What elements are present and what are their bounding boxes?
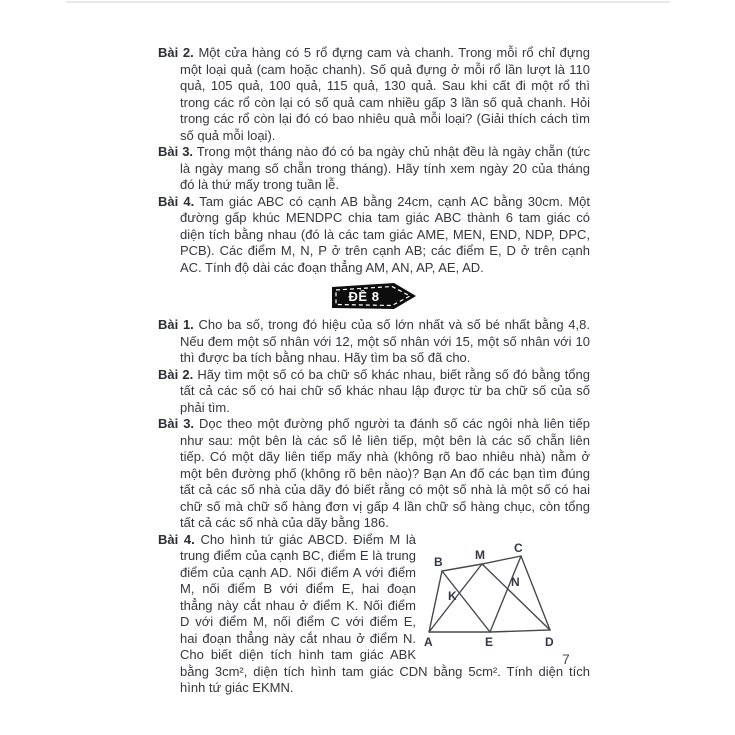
problem-de8-bai-4 — [158, 532, 590, 697]
segment-DM — [482, 564, 550, 630]
vertex-label-N: N — [511, 574, 520, 589]
problem-bai-4 — [158, 194, 590, 277]
vertex-label-E: E — [485, 634, 494, 649]
problem-text: Cho hình tứ giác ABCD. Điểm M là trung điểm của cạnh BC, điểm E là trung điểm của cạnh AD. Nối điểm A với điểm M, nối điểm B với điểm E, hai đoạn thẳng này cắt nhau ở điểm K. Nối điểm D với điểm M, nối điểm C với điểm E, hai đoạn thẳng này cắt nhau ở điểm N. Cho biết diện tích hình tam giác ABK bằng 3cm², diện tích hình tam giác CDN bằng 5cm². Tính diện tích hình tứ giác EKMN. — [180, 531, 590, 695]
problem-text: Dọc theo một đường phố người ta đánh số các ngôi nhà liên tiếp như sau: một bên là các số lẻ liên tiếp, một bên là các số chẵn liên tiếp. Có một dãy liên tiếp mấy nhà (không rõ bao nhiêu nhà) nằm ở một bên đường phố (không rõ bên nào)? Bạn An đố các bạn tìm đúng tất cả các số nhà của dãy đó biết rằng có một số nhà là một số có hai chữ số mà chữ số hàng đơn vị gấp 4 lần chữ số hàng chục, còn tổng tất cả các số nhà của dãy bằng 186. — [180, 416, 590, 530]
vertex-label-M: M — [475, 547, 485, 562]
arrow-banner-icon — [331, 281, 417, 311]
problem-label: Bài 2. — [158, 366, 194, 382]
vertex-label-A: A — [424, 634, 433, 649]
page-content — [158, 45, 590, 697]
vertex-label-C: C — [514, 540, 523, 555]
problem-text: Tam giác ABC có cạnh AB bằng 24cm, cạnh AC bằng 30cm. Một đường gấp khúc MENDPC chia tam giác ABC thành 6 tam giác có diện tích bằng nhau (đó là các tam giác AME, MEN, END, NDP, DPC, PCB). Các điểm M, N, P ở trên cạnh AB; các điểm E, D ở trên cạnh AC. Tính độ dài các đoạn thẳng AM, AN, AP, AE, AD. — [180, 193, 590, 275]
problem-label: Bài 3. — [158, 416, 195, 431]
problem-label: Bài 1. — [158, 317, 194, 332]
geometry-diagram — [422, 534, 600, 650]
problem-text: Hãy tìm một số có ba chữ số khác nhau, biết rằng số đó bằng tổng tất cả các số có hai chữ số khác nhau lập được từ ba chữ số của số phải tìm. — [180, 366, 590, 415]
vertex-label-K: K — [448, 588, 457, 603]
quadrilateral-figure — [422, 534, 600, 650]
problem-label: Bài 4. — [158, 193, 195, 209]
de-8-banner — [331, 281, 417, 311]
problem-label: Bài 2. — [158, 45, 194, 60]
banner-title: ĐỀ 8 — [348, 289, 380, 304]
vertex-label-B: B — [434, 554, 443, 569]
problem-label: Bài 3. — [158, 144, 194, 159]
problem-bai-3 — [158, 144, 590, 194]
problem-text: Trong một tháng nào đó có ba ngày chủ nhật đều là ngày chẵn (tức là ngày mang số chẵn trong tháng). Hãy tính xem ngày 20 của tháng đó là thứ mấy trong tuần lễ. — [180, 144, 590, 192]
segment-CE — [490, 556, 521, 632]
problem-label: Bài 4. — [158, 531, 195, 547]
problem-text: Một cửa hàng có 5 rổ đựng cam và chanh. Trong mỗi rổ chỉ đựng một loại quả (cam hoặc chanh). Số quả đựng ở mỗi rổ lần lượt là 110 quả, 105 quả, 100 quả, 115 quả, 130 quả. Sau khi cất đi một rổ thì trong các rổ còn lại có số quả cam nhiều gấp 3 lần số quả chanh. Hỏi trong các rổ còn lại đó có bao nhiêu quả mỗi loại? (Giải thích cách tìm số quả mỗi loại). — [180, 45, 590, 143]
problem-de8-bai-3 — [158, 416, 590, 532]
problem-de8-bai-2 — [158, 367, 590, 417]
problem-de8-bai-1 — [158, 317, 590, 367]
page-edge-rule — [66, 1, 670, 3]
problem-bai-2 — [158, 45, 590, 144]
vertex-label-D: D — [545, 634, 554, 649]
page-number: 7 — [562, 651, 570, 667]
problem-text: Cho ba số, trong đó hiệu của số lớn nhất và số bé nhất bằng 4,8. Nếu đem một số nhân với 12, một số nhân với 15, một số nhân với 10 thì được ba tích bằng nhau. Hãy tìm ba số đã cho. — [180, 317, 590, 365]
